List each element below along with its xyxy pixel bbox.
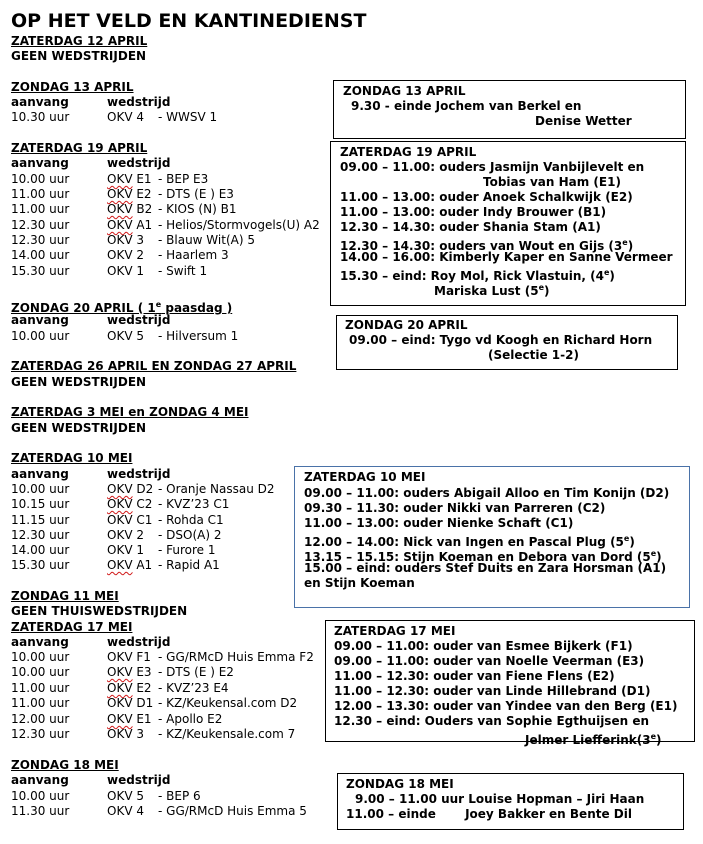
match-team: [107, 712, 152, 727]
duty-heading: ZONDAG 18 MEI: [346, 777, 454, 791]
okv-spellmark: OKV: [107, 665, 133, 679]
team-code: C2: [132, 497, 153, 511]
match-opponent: - DTS (E ) E2: [158, 665, 234, 679]
heading-text: paasdag ): [161, 301, 233, 315]
match-opponent: - Swift 1: [158, 264, 208, 278]
match-time: 14.00 uur: [11, 248, 70, 262]
ordinal-suffix: e: [538, 283, 544, 292]
okv-spellmark: OKV: [107, 681, 133, 695]
match-team: [107, 482, 153, 497]
match-team: [107, 187, 152, 202]
heading-sat-19-april: ZATERDAG 19 APRIL: [11, 141, 148, 155]
duty-line: 09.30 – 11.30: ouder Nikki van Parreren (C2): [304, 501, 606, 515]
match-opponent: - Hilversum 1: [158, 329, 239, 343]
match-team: [107, 497, 152, 512]
match-time: 10.15 uur: [11, 497, 70, 511]
duty-text: 12.00 – 14.00: Nick van Ingen en Pascal Plug (5: [304, 535, 624, 549]
match-time: 14.00 uur: [11, 543, 70, 557]
match-time: 12.30 uur: [11, 233, 70, 247]
match-opponent: - Helios/Stormvogels(U) A2: [158, 218, 320, 232]
match-opponent: - KVZ’23 C1: [158, 497, 230, 511]
ordinal-suffix: e: [155, 300, 162, 309]
heading-sun-11-may: ZONDAG 11 MEI: [11, 589, 119, 603]
header-wedstrijd: wedstrijd: [107, 156, 171, 170]
header-wedstrijd: wedstrijd: [107, 313, 171, 327]
header-wedstrijd: wedstrijd: [107, 635, 171, 649]
match-time: 11.00 uur: [11, 202, 70, 216]
header-wedstrijd: wedstrijd: [107, 773, 171, 787]
heading-apr-26-27: ZATERDAG 26 APRIL EN ZONDAG 27 APRIL: [11, 359, 297, 373]
header-aanvang: aanvang: [11, 156, 69, 170]
heading-may-3-4: ZATERDAG 3 MEI en ZONDAG 4 MEI: [11, 405, 249, 419]
match-team: OKV F1: [107, 650, 151, 664]
duty-text: Mariska Lust (5: [434, 284, 539, 298]
match-time: 10.00 uur: [11, 789, 70, 803]
match-team: OKV C1: [107, 513, 153, 527]
duty-heading: ZATERDAG 17 MEI: [334, 624, 456, 638]
duty-line: 12.30 – eind: Ouders van Sophie Egthuijsen en: [334, 714, 649, 728]
duty-line: 11.00 – 13.00: ouder Nienke Schaft (C1): [304, 516, 574, 530]
duty-heading: ZONDAG 20 APRIL: [345, 318, 468, 332]
team-code: B2: [132, 202, 153, 216]
note-no-matches: GEEN WEDSTRIJDEN: [11, 421, 147, 435]
duty-text: ): [544, 284, 550, 298]
match-opponent: - Blauw Wit(A) 5: [158, 233, 255, 247]
match-opponent: - BEP 6: [158, 789, 201, 803]
duty-text: Jelmer Liefferink(3: [525, 733, 651, 747]
match-opponent: - Oranje Nassau D2: [158, 482, 275, 496]
match-opponent: - KVZ’23 E4: [158, 681, 229, 695]
heading-sat-17-may: ZATERDAG 17 MEI: [11, 620, 133, 634]
duty-line: 12.00 – 13.30: ouder van Yindee van den Berg (E1): [334, 699, 678, 713]
match-team: OKV 5: [107, 789, 144, 803]
match-opponent: - Rapid A1: [158, 558, 220, 572]
duty-text: ): [627, 239, 634, 253]
match-time: 11.00 uur: [11, 187, 70, 201]
duty-heading: ZATERDAG 19 APRIL: [340, 145, 477, 159]
duty-line: 09.00 – 11.00: ouders Jasmijn Vanbijlevelt en: [340, 160, 645, 174]
match-opponent: - Rohda C1: [158, 513, 224, 527]
match-team: OKV 2: [107, 248, 144, 262]
duty-line: [525, 729, 662, 748]
okv-spellmark: OKV: [107, 172, 133, 186]
duty-heading: ZATERDAG 10 MEI: [304, 470, 426, 484]
match-time: 12.00 uur: [11, 712, 70, 726]
match-team: OKV D1: [107, 696, 154, 710]
duty-line: 11.00 – 13.00: ouder Anoek Schalkwijk (E2): [340, 190, 633, 204]
match-opponent: - KZ/Keukensale.com 7: [158, 727, 296, 741]
match-time: 10.30 uur: [11, 110, 70, 124]
okv-spellmark: OKV: [107, 482, 133, 496]
team-code: E2: [132, 187, 152, 201]
note-no-matches: GEEN WEDSTRIJDEN: [11, 49, 147, 63]
heading-sat-12-april: ZATERDAG 12 APRIL: [11, 34, 148, 48]
duty-line: 09.00 – 11.00: ouder van Noelle Veerman (E3): [334, 654, 645, 668]
match-team: OKV 1: [107, 543, 144, 557]
match-time: 11.15 uur: [11, 513, 70, 527]
ordinal-suffix: e: [622, 238, 628, 247]
duty-line: 9.00 – 11.00 uur Louise Hopman – Jiri Haan: [355, 792, 645, 806]
duty-line: 09.00 – eind: Tygo vd Koogh en Richard Horn: [349, 333, 653, 347]
page-title: OP HET VELD EN KANTINEDIENST: [11, 10, 367, 32]
duty-line: Tobias van Ham (E1): [483, 175, 621, 189]
okv-spellmark: OKV: [107, 202, 133, 216]
header-aanvang: aanvang: [11, 773, 69, 787]
duty-text: ): [609, 269, 615, 283]
heading-text: ZONDAG 20 APRIL ( 1: [11, 301, 156, 315]
match-time: 11.00 uur: [11, 681, 70, 695]
team-code: E1: [132, 172, 152, 186]
duty-heading: ZONDAG 13 APRIL: [343, 84, 466, 98]
match-opponent: - Apollo E2: [158, 712, 223, 726]
match-opponent: - DTS (E ) E3: [158, 187, 234, 201]
match-team: OKV 5: [107, 329, 144, 343]
okv-spellmark: OKV: [107, 187, 133, 201]
match-opponent: - BEP E3: [158, 172, 209, 186]
header-wedstrijd: wedstrijd: [107, 467, 171, 481]
okv-spellmark: OKV: [107, 497, 133, 511]
note-no-matches: GEEN WEDSTRIJDEN: [11, 375, 147, 389]
match-opponent: - GG/RMcD Huis Emma F2: [158, 650, 314, 664]
match-team: [107, 202, 152, 217]
team-code: E1: [132, 712, 152, 726]
ordinal-suffix: e: [623, 534, 630, 543]
okv-spellmark: OKV: [107, 218, 133, 232]
duty-line: 11.00 – 13.00: ouder Indy Brouwer (B1): [340, 205, 607, 219]
ordinal-suffix: e: [650, 732, 657, 741]
duty-text: 15.30 – eind: Roy Mol, Rick Vlastuin, (4: [340, 269, 604, 283]
team-code: E2: [132, 681, 152, 695]
match-team: [107, 172, 152, 187]
header-wedstrijd: wedstrijd: [107, 95, 171, 109]
match-time: 15.30 uur: [11, 264, 70, 278]
match-time: 10.00 uur: [11, 482, 70, 496]
match-team: OKV 4: [107, 110, 144, 124]
duty-line: (Selectie 1-2): [488, 348, 579, 362]
okv-spellmark: OKV: [107, 558, 133, 572]
duty-line: 09.00 – 11.00: ouders Abigail Alloo en Tim Konijn (D2): [304, 486, 670, 500]
match-time: 12.30 uur: [11, 218, 70, 232]
header-aanvang: aanvang: [11, 95, 69, 109]
header-aanvang: aanvang: [11, 313, 69, 327]
match-opponent: - Haarlem 3: [158, 248, 229, 262]
match-time: 11.00 uur: [11, 696, 70, 710]
team-code: A1: [132, 558, 153, 572]
match-time: 12.30 uur: [11, 528, 70, 542]
match-team: OKV 2: [107, 528, 144, 542]
ordinal-suffix: e: [603, 268, 610, 277]
match-team: [107, 665, 152, 680]
duty-line: 15.00 – eind: ouders Stef Duits en Zara Horsman (A1): [304, 561, 667, 575]
duty-text: 12.30 – 14.30: ouders van Wout en Gijs (3: [340, 239, 623, 253]
match-team: [107, 218, 152, 233]
match-opponent: - Furore 1: [158, 543, 216, 557]
duty-line: 11.00 – 12.30: ouder van Fiene Flens (E2): [334, 669, 615, 683]
okv-spellmark: OKV: [107, 712, 133, 726]
match-team: [107, 558, 152, 573]
match-time: 12.30 uur: [11, 727, 70, 741]
duty-line: [434, 280, 549, 299]
match-opponent: - KIOS (N) B1: [158, 202, 237, 216]
duty-line: Denise Wetter: [535, 114, 632, 128]
match-time: 15.30 uur: [11, 558, 70, 572]
note-no-home-matches: GEEN THUISWEDSTRIJDEN: [11, 604, 188, 618]
team-code: D2: [132, 482, 154, 496]
match-opponent: - GG/RMcD Huis Emma 5: [158, 804, 307, 818]
duty-line: en Stijn Koeman: [304, 576, 415, 590]
match-team: OKV 3: [107, 727, 144, 741]
header-aanvang: aanvang: [11, 467, 69, 481]
match-team: OKV 1: [107, 264, 144, 278]
match-time: 11.30 uur: [11, 804, 70, 818]
duty-line: 14.00 – 16.00: Kimberly Kaper en Sanne Vermeer: [340, 250, 673, 264]
team-code: A1: [132, 218, 153, 232]
match-time: 10.00 uur: [11, 665, 70, 679]
duty-line: 9.30 - einde Jochem van Berkel en: [351, 99, 582, 113]
duty-line: 11.00 – einde Joey Bakker en Bente Dil: [346, 807, 632, 821]
match-team: [107, 681, 152, 696]
header-aanvang: aanvang: [11, 635, 69, 649]
duty-line: 12.30 – 14.30: ouder Shania Stam (A1): [340, 220, 601, 234]
match-time: 10.00 uur: [11, 172, 70, 186]
match-time: 10.00 uur: [11, 329, 70, 343]
heading-sun-18-may: ZONDAG 18 MEI: [11, 758, 119, 772]
ordinal-suffix: e: [650, 549, 657, 558]
duty-text: 13.15 – 15.15: Stijn Koeman en Debora van Dord (5: [304, 550, 651, 564]
heading-sun-13-april: ZONDAG 13 APRIL: [11, 80, 134, 94]
duty-line: 11.00 – 12.30: ouder van Linde Hillebrand (D1): [334, 684, 651, 698]
duty-text: ): [656, 550, 662, 564]
match-team: OKV 4: [107, 804, 144, 818]
duty-text: ): [656, 733, 662, 747]
team-code: E3: [132, 665, 152, 679]
heading-sat-10-may: ZATERDAG 10 MEI: [11, 451, 133, 465]
match-team: OKV 3: [107, 233, 144, 247]
match-opponent: - KZ/Keukensal.com D2: [158, 696, 298, 710]
duty-text: ): [629, 535, 635, 549]
duty-line: 09.00 – 11.00: ouder van Esmee Bijkerk (F1): [334, 639, 633, 653]
match-opponent: - WWSV 1: [158, 110, 218, 124]
match-opponent: - DSO(A) 2: [158, 528, 222, 542]
match-time: 10.00 uur: [11, 650, 70, 664]
